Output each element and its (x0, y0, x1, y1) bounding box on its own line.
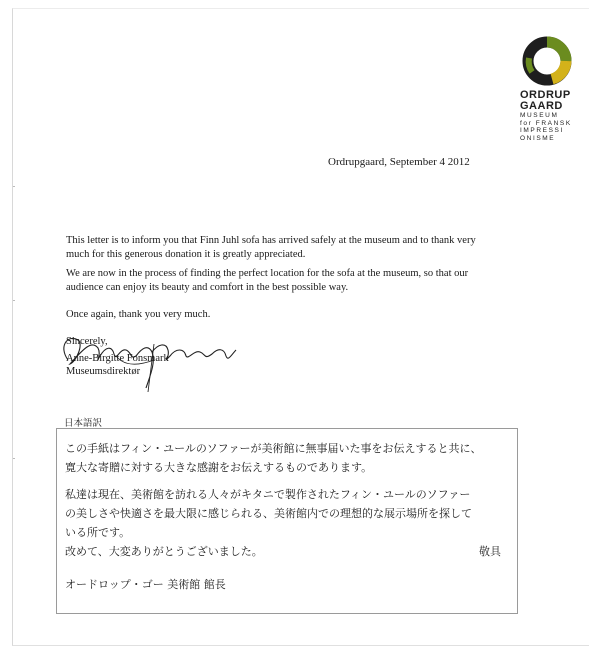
translation-line-4: の美しさや快適さを最大限に感じられる、美術館内での理想的な展示場所を探して (65, 507, 472, 520)
translation-label: 日本語訳 (64, 418, 103, 429)
translation-line-3: 私達は現在、美術館を訪れる人々がキタニで製作されたフィン・ユールのソファー (65, 488, 471, 501)
closing-salutation: Sincerely, (66, 336, 108, 347)
signer-title: Museumsdirektør (66, 366, 141, 377)
logo-line-impressi: IMPRESSI (520, 127, 564, 134)
letter-paragraph-3: Once again, thank you very much. (66, 309, 211, 320)
letter-date: Ordrupgaard, September 4 2012 (328, 156, 470, 168)
logo-line-onisme: ONISME (520, 134, 556, 142)
logo-line-museum: MUSEUM (520, 112, 559, 119)
translation-box (56, 428, 518, 614)
translation-line-6: 改めて、大変ありがとうございました。 (65, 545, 263, 558)
letter-paragraph-2: We are now in the process of finding the perfect location for the sofa at the museum, so that our audience can enjoy its beauty and comfort in the best possible way. (66, 268, 469, 293)
logo-line-ordrup: ORDRUP (520, 89, 571, 101)
translation-line-1: この手紙はフィン・ユールのソファーが美術館に無事届いた事をお伝えすると共に、 (65, 442, 482, 455)
letter-paragraph-1: This letter is to inform you that Finn Juhl sofa has arrived safely at the museum and to thank very much for this generous donation it is greatly appreciated. (66, 235, 476, 260)
translation-keigu: 敬具 (479, 545, 501, 558)
letter-closing (66, 335, 169, 378)
translation-line-6-row (65, 542, 517, 561)
scan-mark (13, 300, 15, 301)
signer-name: Anne-Birgitte Fonsmark (66, 353, 169, 364)
translation-line-2: 寛大な寄贈に対する大きな感謝をお伝えするものであります。 (65, 461, 373, 474)
translation-director-line: オードロップ・ゴー 美術館 館長 (65, 578, 226, 591)
logo-line-for-fransk: for FRANSK (520, 119, 572, 127)
museum-logo (520, 36, 580, 142)
translation-line-5: いる所です。 (65, 526, 131, 539)
scan-mark (13, 186, 15, 187)
logo-line-gaard: GAARD (520, 100, 563, 112)
scan-mark (13, 458, 15, 459)
ring-logo-icon (522, 36, 572, 86)
